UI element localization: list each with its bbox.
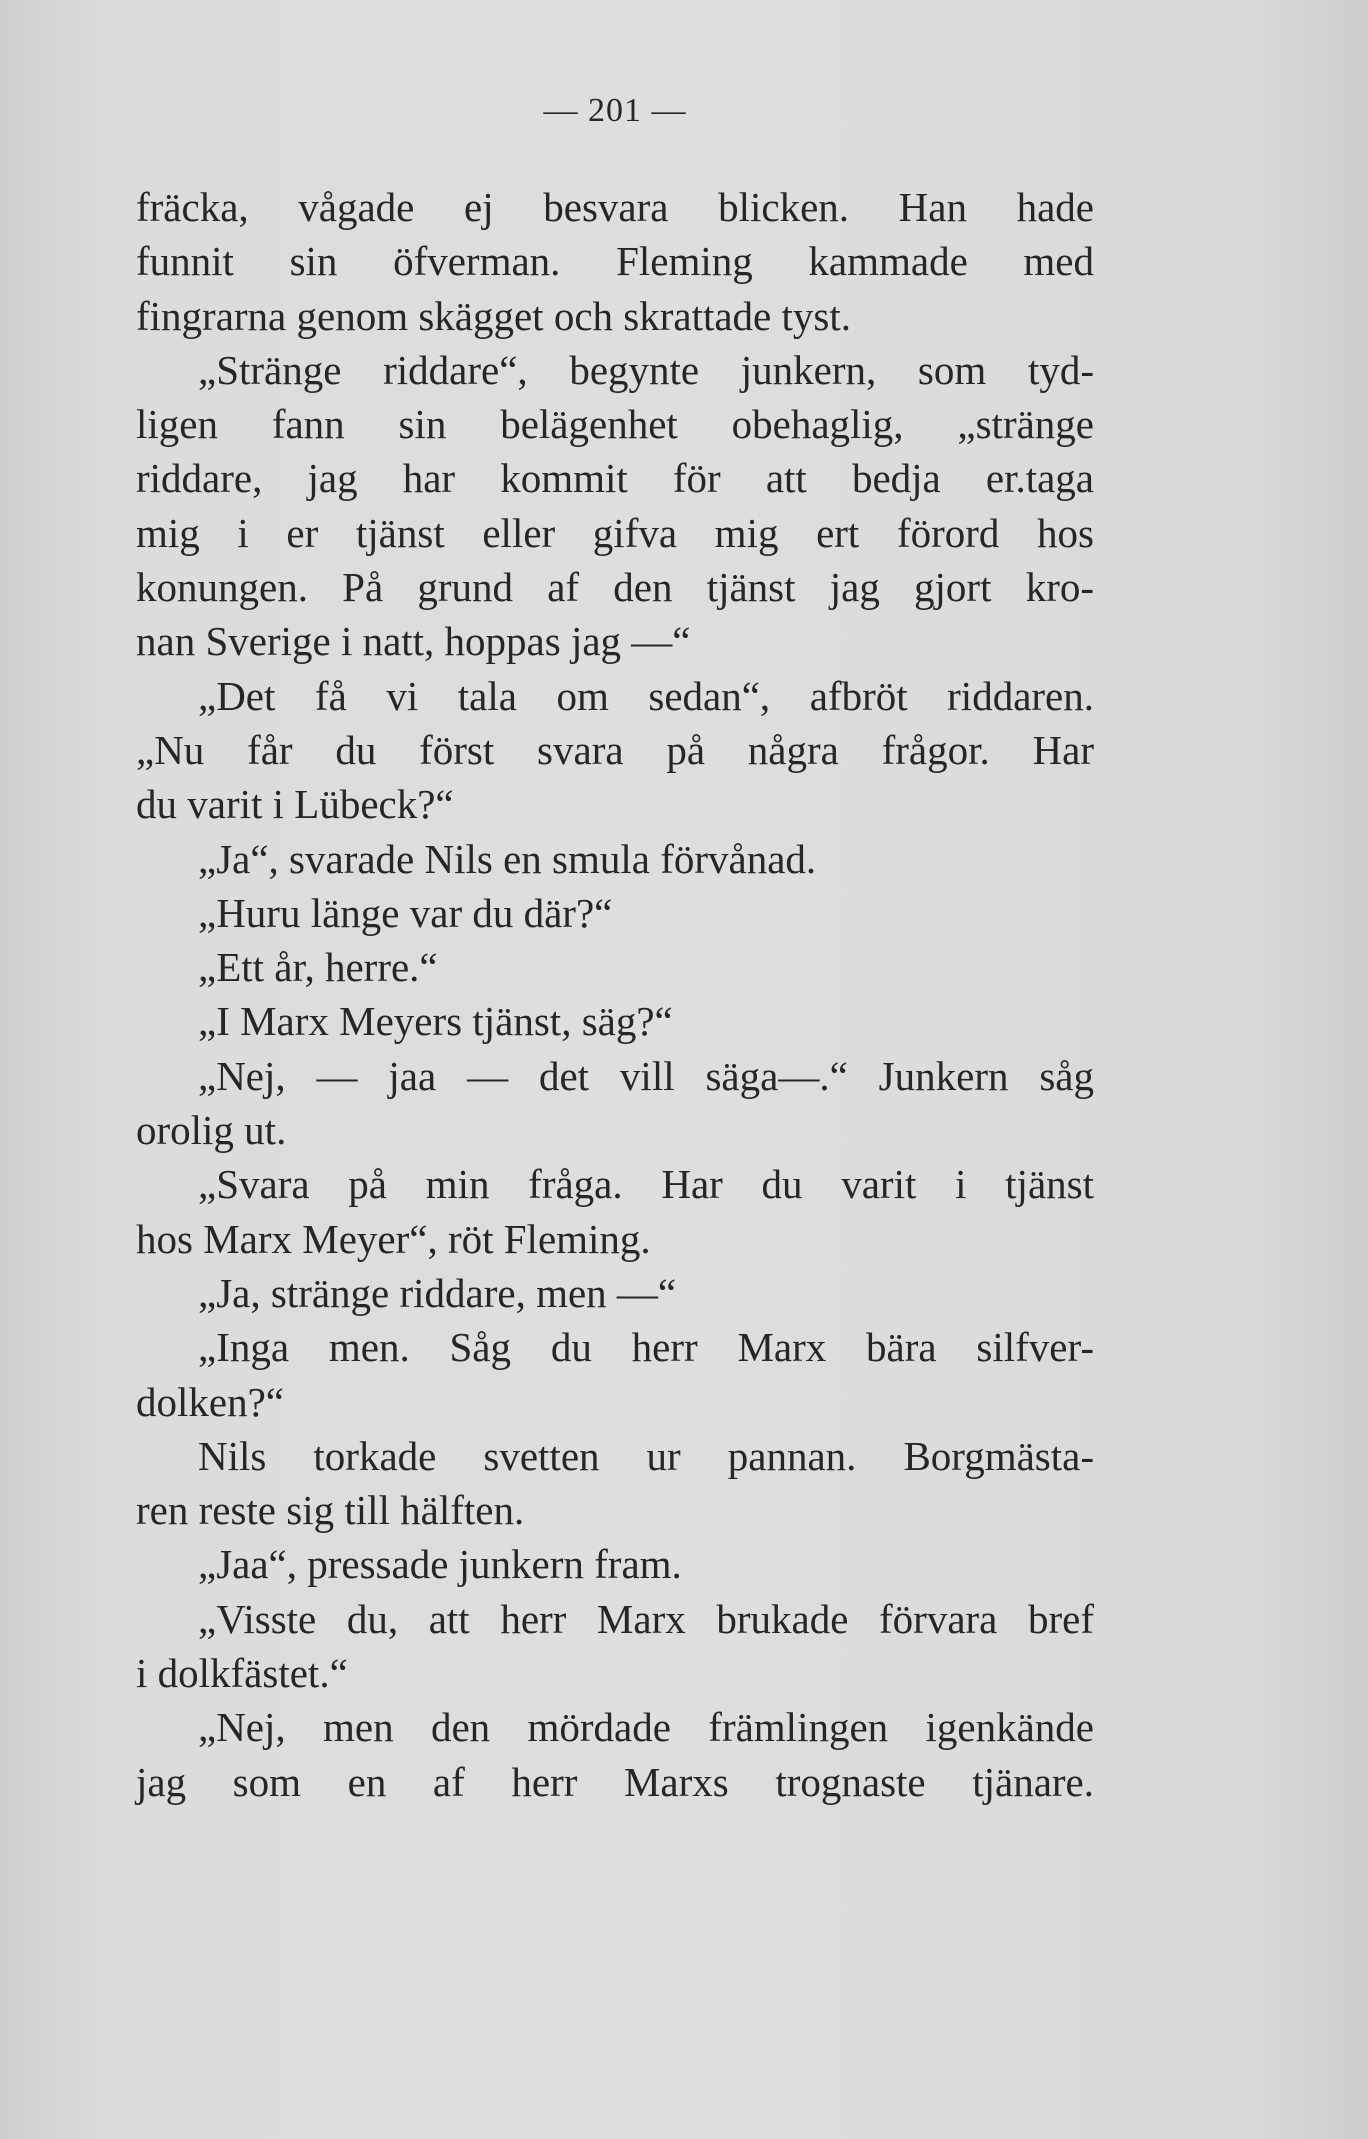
text-line: „Svara på min fråga. Har du varit i tjänst xyxy=(198,1161,1094,1208)
text-line: Nils torkade svetten ur pannan. Borgmästa- xyxy=(198,1432,1094,1479)
text-line: „Nej, men den mördade främlingen igenkände xyxy=(198,1704,1094,1751)
text-line: „Ja, stränge riddare, men —“ xyxy=(198,1269,677,1316)
text-line: funnit sin öfverman. Fleming kammade med xyxy=(136,238,1094,285)
text-line: „Ja“, svarade Nils en smula förvånad. xyxy=(198,835,817,882)
page-number: — 201 — xyxy=(543,92,687,129)
text-line: i dolkfästet.“ xyxy=(136,1650,348,1697)
text-line: orolig ut. xyxy=(136,1107,287,1154)
text-line: mig i er tjänst eller gifva mig ert förord hos xyxy=(136,509,1094,556)
text-line: ren reste sig till hälften. xyxy=(136,1487,525,1534)
text-line: du varit i Lübeck?“ xyxy=(136,781,454,828)
body-text xyxy=(136,180,1094,1809)
text-line: „Huru länge var du där?“ xyxy=(198,889,613,936)
text-line: „I Marx Meyers tjänst, säg?“ xyxy=(198,998,673,1045)
text-line: „Visste du, att herr Marx brukade förvara bref xyxy=(198,1595,1094,1642)
text-line: „Inga men. Såg du herr Marx bära silfver- xyxy=(198,1324,1094,1371)
text-line: „Nej, — jaa — det vill säga—.“ Junkern såg xyxy=(198,1052,1094,1099)
text-line: „Nu får du först svara på några frågor. Har xyxy=(136,726,1094,773)
text-line: dolken?“ xyxy=(136,1378,284,1425)
text-line: fingrarna genom skägget och skrattade tyst. xyxy=(136,292,851,339)
text-line: jag som en af herr Marxs trognaste tjänare. xyxy=(136,1758,1094,1805)
text-line: „Ett år, herre.“ xyxy=(198,944,438,991)
text-line: ligen fann sin belägenhet obehaglig, „stränge xyxy=(136,401,1094,448)
text-line: „Stränge riddare“, begynte junkern, som tyd- xyxy=(198,346,1094,393)
text-line: konungen. På grund af den tjänst jag gjort kro- xyxy=(136,564,1094,611)
text-line: hos Marx Meyer“, röt Fleming. xyxy=(136,1215,651,1262)
text-line: „Det få vi tala om sedan“, afbröt riddaren. xyxy=(198,672,1094,719)
text-line: „Jaa“, pressade junkern fram. xyxy=(198,1541,682,1588)
text-line: riddare, jag har kommit för att bedja er.taga xyxy=(136,455,1094,502)
text-line: fräcka, vågade ej besvara blicken. Han hade xyxy=(136,184,1094,230)
text-line: nan Sverige i natt, hoppas jag —“ xyxy=(136,618,691,665)
